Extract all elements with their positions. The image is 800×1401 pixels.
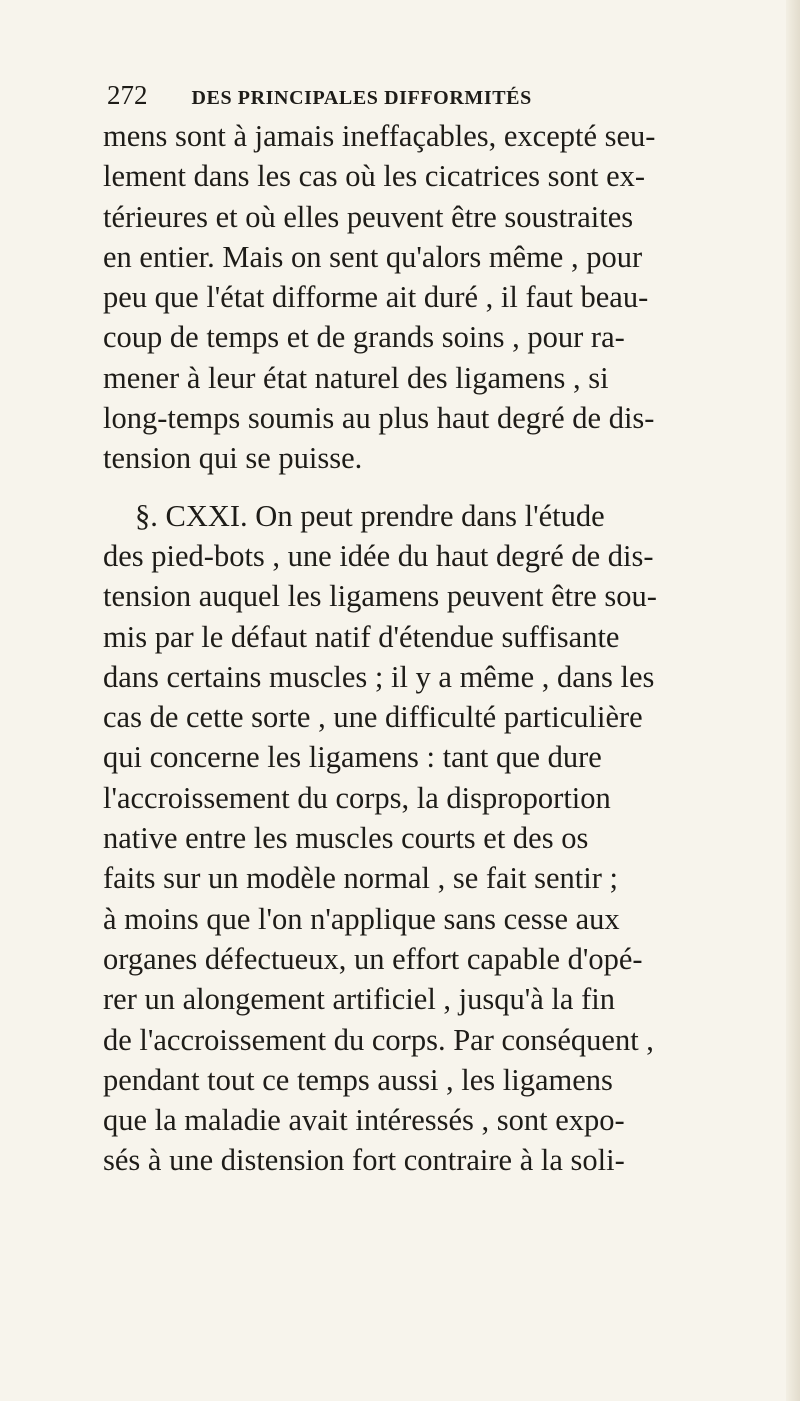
text-line: peu que l'état difforme ait duré , il faut beau- <box>103 280 649 315</box>
text-line: des pied-bots , une idée du haut degré de dis- <box>103 538 654 573</box>
text-line: coup de temps et de grands soins , pour ra- <box>103 320 625 355</box>
paragraph-2 <box>103 496 663 1181</box>
text-line: native entre les muscles courts et des os <box>103 821 589 856</box>
text-line: que la maladie avait intéressés , sont expo- <box>103 1103 625 1138</box>
paragraph-1 <box>103 116 663 479</box>
text-line: organes défectueux, un effort capable d'opé- <box>103 941 643 976</box>
page-header <box>107 80 627 111</box>
text-line: rer un alongement artificiel , jusqu'à la fin <box>103 982 615 1017</box>
text-line: dans certains muscles ; il y a même , dans les <box>103 659 655 694</box>
running-head: DES PRINCIPALES DIFFORMITÉS <box>191 87 532 109</box>
text-line: l'accroissement du corps, la disproportion <box>103 780 611 815</box>
text-line: mens sont à jamais ineffaçables, excepté seu- <box>103 119 656 153</box>
text-line: long-temps soumis au plus haut degré de dis- <box>103 401 655 436</box>
text-line: lement dans les cas où les cicatrices sont ex- <box>103 159 646 194</box>
text-line: mener à leur état naturel des ligamens , si <box>103 360 609 395</box>
text-line: sés à une distension fort contraire à la soli- <box>103 1143 625 1178</box>
text-line: §. CXXI. On peut prendre dans l'étude <box>135 498 605 533</box>
text-line: en entier. Mais on sent qu'alors même , pour <box>103 239 643 274</box>
text-line: tension auquel les ligamens peuvent être sou- <box>103 579 657 614</box>
body-text <box>103 116 663 1181</box>
text-line: pendant tout ce temps aussi , les ligamens <box>103 1062 613 1097</box>
text-line: mis par le défaut natif d'étendue suffisante <box>103 619 620 654</box>
text-line: de l'accroissement du corps. Par conséquent , <box>103 1022 654 1057</box>
paragraph-gap <box>103 479 663 496</box>
text-line: à moins que l'on n'applique sans cesse aux <box>103 901 620 936</box>
page-number: 272 <box>107 80 148 110</box>
text-line: cas de cette sorte , une difficulté particulière <box>103 700 643 735</box>
text-line: qui concerne les ligamens : tant que dure <box>103 740 602 775</box>
text-line: térieures et où elles peuvent être soustraites <box>103 199 634 234</box>
text-line: tension qui se puisse. <box>103 441 363 476</box>
text-line: faits sur un modèle normal , se fait sentir ; <box>103 861 618 896</box>
page-edge <box>786 0 800 1401</box>
